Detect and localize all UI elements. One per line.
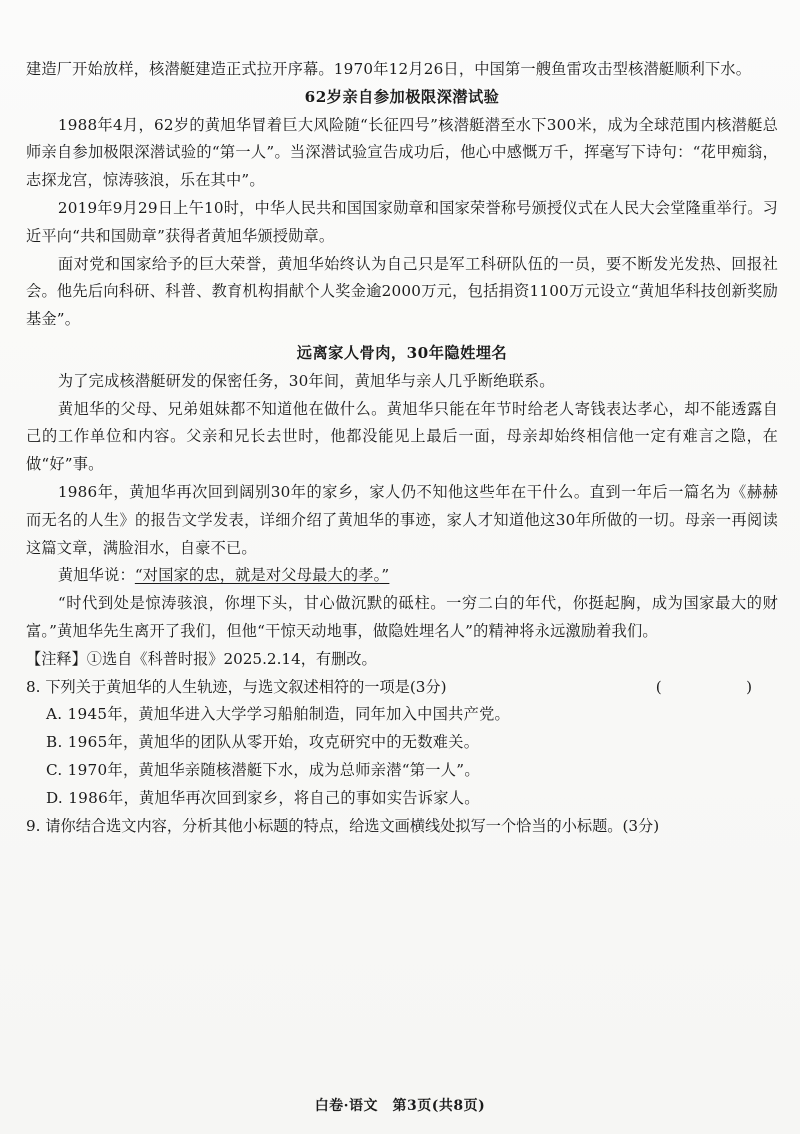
page-footer: 白卷·语文 第3页(共8页) [314,1098,486,1114]
option-b[interactable]: B. 1965年，黄旭华的团队从零开始，攻克研究中的无数难关。 [46,733,480,752]
paragraph-8: “时代到处是惊涛骇浪，你埋下头，甘心做沉默的砥柱。一穷二白的年代，你挺起胸，成为国家最大的财富。”黄旭华先生离开了我们，但他“干惊天动地事，做隐姓埋名人”的精神将永远激励着我们。 [26,594,778,640]
quote-speaker: 黄旭华说： [57,566,135,585]
paragraph-7 [26,562,778,590]
option-c[interactable]: C. 1970年，黄旭华亲随核潜艇下水，成为总师亲潜“第一人”。 [46,760,480,779]
paragraph-4: 为了完成核潜艇研发的保密任务，30年间，黄旭华与亲人几乎断绝联系。 [57,371,555,390]
subheading-hidden-name: 远离家人骨肉，30年隐姓埋名 [296,343,508,362]
option-a[interactable]: A. 1945年，黄旭华进入大学学习船舶制造，同年加入中国共产党。 [46,705,511,724]
paragraph-1: 1988年4月，62岁的黄旭华冒着巨大风险随“长征四号”核潜艇潜至水下300米，成为全球范围内核潜艇总师亲自参加极限深潜试验的“第一人”。当深潜试验宣告成功后，他心中感慨万千，挥毫写下诗句：“花甲痴翁，志探龙宫，惊涛骇浪，乐在其中”。 [26,115,778,190]
paragraph-2: 2019年9月29日上午10时，中华人民共和国国家勋章和国家荣誉称号颁授仪式在人民大会堂隆重举行。习近平向“共和国勋章”获得者黄旭华颁授勋章。 [26,198,778,245]
question-9-stem: 9. 请你结合选文内容，分析其他小标题的特点，给选文画横线处拟写一个恰当的小标题。(3分) [26,816,660,835]
paragraph-3: 面对党和国家给予的巨大荣誉，黄旭华始终认为自己只是军工科研队伍的一员，要不断发光发热、回报社会。他先后向科研、科普、教育机构捐献个人奖金逾2000万元，包括捐资1100万元设立“黄旭华科技创新奖励基金”。 [26,254,778,329]
article-body [26,56,778,840]
underlined-quote: “对国家的忠，就是对父母最大的孝。” [134,566,390,585]
answer-bracket[interactable]: ( ) [655,677,770,696]
source-note: 【注释】①选自《科普时报》2025.2.14，有删改。 [26,649,377,668]
option-d[interactable]: D. 1986年，黄旭华再次回到家乡，将自己的事如实告诉家人。 [46,788,480,807]
paragraph-5: 黄旭华的父母、兄弟姐妹都不知道他在做什么。黄旭华只能在年节时给老人寄钱表达孝心，却不能透露自己的工作单位和内容。父亲和兄长去世时，他都没能见上最后一面，母亲却始终相信他一定有难言之隐，在做“好”事。 [26,399,778,474]
subheading-deep-dive: 62岁亲自参加极限深潜试验 [304,87,500,106]
answer-area[interactable] [26,830,778,1070]
paragraph-0: 建造厂开始放样，核潜艇建造正式拉开序幕。1970年12月26日，中国第一艘鱼雷攻击型核潜艇顺利下水。 [26,60,752,78]
question-8 [26,674,778,702]
question-8-stem: 8. 下列关于黄旭华的人生轨迹，与选文叙述相符的一项是(3分) [26,677,447,696]
paragraph-6: 1986年，黄旭华再次回到阔别30年的家乡，家人仍不知他这些年在干什么。直到一年后一篇名为《赫赫而无名的人生》的报告文学发表，详细介绍了黄旭华的事迹，家人才知道他这30年所做的一切。母亲一再阅读这篇文章，满脸泪水，自豪不已。 [26,482,778,557]
